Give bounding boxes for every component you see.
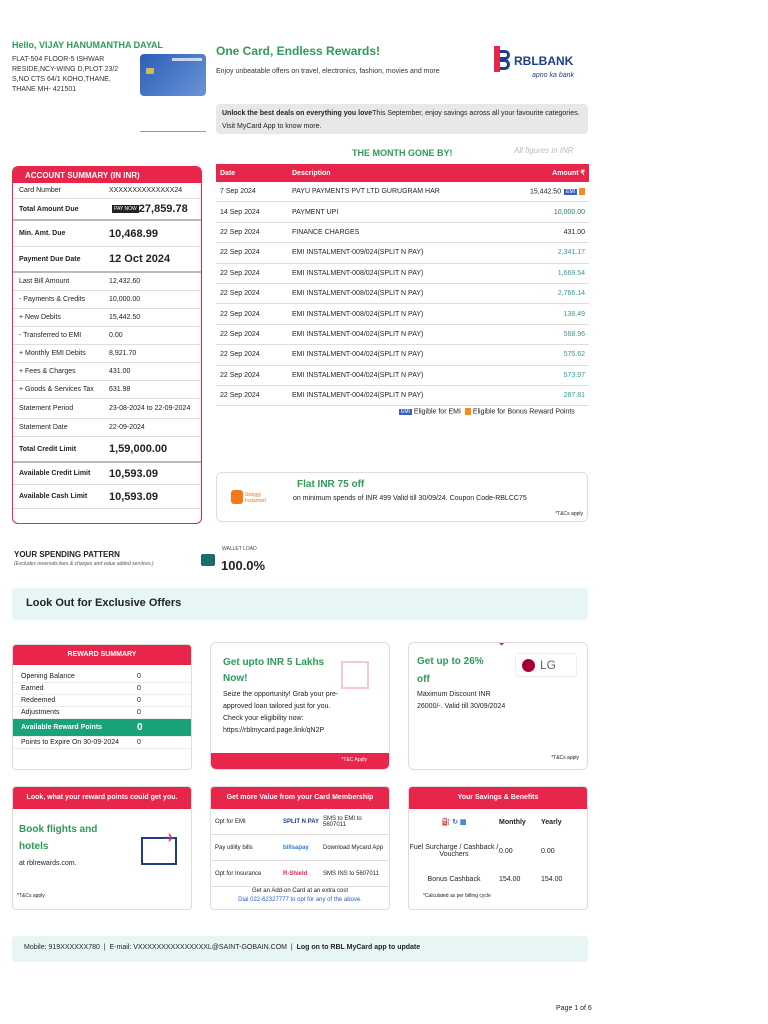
table-row: 22 Sep 2024 EMI INSTALMENT-004/024(SPLIT N PAY) 287.81 — [216, 386, 589, 406]
credit-card-image — [140, 54, 206, 96]
account-summary-row: + Goods & Services Tax 631.98 — [13, 381, 201, 399]
reward-points-tc: *T&Cs apply — [17, 893, 45, 899]
emi-icon: EMI — [566, 188, 575, 195]
account-summary-row: Min. Amt. Due 10,468.99 — [13, 221, 201, 247]
rbl-bank-logo: RBLBANK apno ka bank — [492, 44, 588, 84]
savings-icons: ⛽ ↻ ▦ — [441, 819, 467, 826]
savings-title: Your Savings & Benefits — [409, 787, 587, 809]
table-row: 22 Sep 2024 EMI INSTALMENT-008/024(SPLIT N PAY) 138.49 — [216, 304, 589, 324]
account-summary-row: Last Bill Amount 12,432.60 — [13, 273, 201, 291]
table-row: 14 Sep 2024 PAYMENT UPI 10,000.00 — [216, 202, 589, 222]
reward-points-card[interactable] — [12, 786, 192, 910]
table-header: Date Description Amount ₹ — [216, 164, 589, 182]
wallet-icon — [201, 554, 215, 566]
bonus-icon — [465, 408, 471, 415]
lg-offer-card[interactable] — [408, 642, 588, 770]
account-summary — [12, 166, 202, 524]
lg-offer-tc: *T&Cs apply — [551, 755, 579, 761]
membership-row[interactable]: Pay utility bills billsapay Download Mycard App — [211, 835, 389, 861]
footer-email: E-mail: VXXXXXXXXXXXXXXXL@SAINT-GOBAIN.COM — [109, 944, 287, 951]
footer-bar: Mobile: 919XXXXXX780 | E-mail: VXXXXXXXXXXXXXXXL@SAINT-GOBAIN.COM | Log on to RBL MyCard app to update — [12, 936, 588, 962]
membership-footer: Get an Add-on Card at an extra cost Dial 022-62327777 to opt for any of the above. — [238, 888, 362, 903]
account-summary-row: Available Cash Limit 10,593.09 — [13, 485, 201, 509]
tagline: One Card, Endless Rewards! — [216, 44, 381, 58]
membership-title: Get more Value from your Card Membership — [211, 787, 389, 809]
greeting: Hello, VIJAY HANUMANTHA DAYAL — [12, 40, 164, 50]
account-summary-row: Total Amount Due PAY NOW 27,859.78 — [13, 199, 201, 221]
savings-header-row: ⛽ ↻ ▦ Monthly Yearly — [409, 809, 587, 835]
reward-summary-title: REWARD SUMMARY — [13, 645, 191, 665]
wallet-label: WALLET LOAD — [222, 546, 257, 552]
membership-card — [210, 786, 390, 910]
lg-logo: LG — [515, 653, 577, 677]
account-summary-row: Total Credit Limit 1,59,000.00 — [13, 437, 201, 463]
plane-icon: ✈ — [165, 831, 176, 845]
loan-title: Get upto INR 5 Lakhs Now! — [223, 657, 325, 684]
swiggy-offer-card[interactable] — [216, 472, 588, 522]
membership-row[interactable]: Opt for EMI SPLIT N PAY SMS to EMI to 5607011 — [211, 809, 389, 835]
loan-tc: *T&C Apply — [211, 753, 389, 769]
footer-mobile: Mobile: 919XXXXXX780 — [24, 944, 100, 951]
account-summary-row: Payment Due Date 12 Oct 2024 — [13, 247, 201, 273]
reward-points-title: Look, what your reward points could get you. — [13, 787, 191, 809]
table-row: 22 Sep 2024 EMI INSTALMENT-004/024(SPLIT N PAY) 573.97 — [216, 366, 589, 386]
bonus-icon — [579, 188, 585, 195]
table-row: 22 Sep 2024 EMI INSTALMENT-004/024(SPLIT N PAY) 568.96 — [216, 325, 589, 345]
reward-summary-row: Earned 0 — [13, 683, 191, 695]
account-summary-row: + Monthly EMI Debits 8,921.70 — [13, 345, 201, 363]
table-row: 22 Sep 2024 EMI INSTALMENT-008/024(SPLIT N PAY) 1,669.54 — [216, 264, 589, 284]
promo-banner: Unlock the best deals on everything you loveThis September, enjoy savings across all your favourite categories. Visit MyCard App to know more. — [216, 104, 588, 134]
account-summary-row: Statement Period 23-08-2024 to 22-09-2024 — [13, 399, 201, 419]
figures-note: All figures in INR — [514, 146, 574, 155]
reward-summary-row: Adjustments 0 — [13, 707, 191, 719]
account-summary-row: + Fees & Charges 431.00 — [13, 363, 201, 381]
spending-subtitle: (Excludes reversals,fees & charges and value added services.) — [14, 561, 154, 567]
transactions-legend: EMI Eligible for EMI Eligible for Bonus Reward Points — [401, 408, 575, 416]
reward-points-headline: Book flights and hotels — [19, 824, 98, 852]
offer-tc: *T&Cs apply — [555, 511, 583, 517]
savings-row: Fuel Surcharge / Cashback / Vouchers 0.00 0.00 — [409, 844, 555, 858]
signature-line — [140, 126, 206, 132]
account-summary-row: - Payments & Credits 10,000.00 — [13, 291, 201, 309]
loan-offer-card[interactable] — [210, 642, 390, 770]
gift-icon — [341, 661, 369, 689]
lg-offer-title: Get up to 26% off — [417, 656, 484, 685]
reward-summary-row: Redeemed 0 — [13, 695, 191, 707]
swiggy-logo: Swiggy Instamart — [231, 490, 271, 506]
account-summary-row: - Transferred to EMI 0.00 — [13, 327, 201, 345]
account-summary-title: ACCOUNT SUMMARY (IN INR) — [13, 167, 201, 183]
table-row: 7 Sep 2024 PAYU PAYMENTS PVT LTD GURUGRAM HAR 15,442.50 EMI — [216, 182, 589, 202]
membership-row[interactable]: Opt for Insurance R-Shield SMS INS to 5607011 — [211, 861, 389, 887]
table-row: 22 Sep 2024 EMI INSTALMENT-004/024(SPLIT N PAY) 575.62 — [216, 345, 589, 365]
wallet-value: 100.0% — [221, 558, 266, 573]
savings-row: Bonus Cashback 154.00 154.00 — [427, 875, 563, 883]
exclusive-offers-bar: Look Out for Exclusive Offers — [12, 588, 588, 620]
reward-summary — [12, 644, 192, 770]
transactions-table — [216, 164, 589, 406]
lg-offer-desc: Maximum Discount INR 26000/-. Valid till 30/09/2024 — [417, 691, 506, 710]
page-number: Page 1 of 6 — [556, 1005, 592, 1012]
table-row: 22 Sep 2024 EMI INSTALMENT-009/024(SPLIT N PAY) 2,341.17 — [216, 243, 589, 263]
pay-now-button[interactable]: PAY NOW — [114, 206, 137, 212]
savings-card — [408, 786, 588, 910]
rbl-logo-icon — [494, 46, 510, 72]
account-summary-row: Card Number XXXXXXXXXXXXXX24 — [13, 183, 201, 199]
spending-title: YOUR SPENDING PATTERN — [14, 550, 120, 559]
reward-points-link[interactable]: at rblrewards.com. — [19, 860, 77, 867]
table-row: 22 Sep 2024 EMI INSTALMENT-008/024(SPLIT N PAY) 2,766.14 — [216, 284, 589, 304]
tagline-sub: Enjoy unbeatable offers on travel, electronics, fashion, movies and more — [216, 68, 440, 75]
table-row: 22 Sep 2024 FINANCE CHARGES 431.00 — [216, 223, 589, 243]
offer-title: Flat INR 75 off — [297, 479, 365, 490]
reward-summary-row: Available Reward Points 0 — [13, 719, 191, 737]
loan-desc: Seize the opportunity! Grab your pre-approved loan tailored just for you. Check your eligibility now: https://rblmycard.page.link/qN2P — [223, 691, 339, 734]
transactions-title: THE MONTH GONE BY! — [352, 148, 453, 158]
savings-note: *Calculated as per billing cycle — [423, 893, 491, 899]
reward-summary-row: Opening Balance 0 — [13, 671, 191, 683]
account-summary-row: Statement Date 22-09-2024 — [13, 419, 201, 437]
emi-icon: EMI — [401, 408, 410, 415]
offer-desc: on minimum spends of INR 499 Valid till 30/09/24. Coupon Code-RBLCC75 — [293, 495, 527, 502]
account-summary-row: Available Credit Limit 10,593.09 — [13, 463, 201, 485]
footer-cta[interactable]: Log on to RBL MyCard app to update — [296, 944, 421, 951]
customer-address: FLAT-504 FLOOR-5 ISHWAR RESIDE,NCY-WING D,PLOT 23/2 S,NO CTS 64/1 KOHO,THANE, THANE MH- 421501 — [12, 56, 119, 93]
reward-summary-row: Points to Expire On 30-09-2024 0 — [13, 737, 191, 749]
account-summary-row: + New Debits 15,442.50 — [13, 309, 201, 327]
